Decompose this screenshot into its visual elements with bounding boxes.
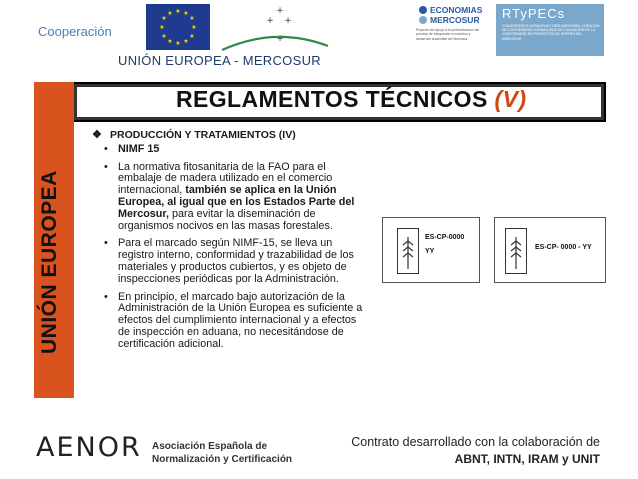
rtypecs-logo xyxy=(496,4,604,56)
slide-title-main: REGLAMENTOS TÉCNICOS xyxy=(176,86,488,112)
svg-text:★: ★ xyxy=(167,10,173,17)
list-item xyxy=(90,292,370,351)
svg-text:+: + xyxy=(266,16,274,26)
partners-line: UNIÓN EUROPEA - MERCOSUR xyxy=(118,53,321,68)
svg-text:+: + xyxy=(284,16,292,26)
cooperacion-label: Cooperación xyxy=(38,24,112,39)
bullet2-text-b: también se aplica en la Unión Europea, al igual que en los Estados Parte del Mercosur, xyxy=(118,184,355,220)
ecm-subtitle: Proyecto de apoyo a la profundización del proceso de integración económica y desarrollo sostenible del Mercosur xyxy=(416,28,480,41)
svg-text:★: ★ xyxy=(159,24,165,31)
sidebar-label: UNIÓN EUROPEA xyxy=(38,170,61,354)
bullet-dot-icon: • xyxy=(104,290,108,303)
list-item xyxy=(90,238,370,285)
svg-text:★: ★ xyxy=(183,38,189,45)
mark2-code: ES-CP- 0000 - YY xyxy=(535,244,592,251)
diamond-bullet-icon: ❖ xyxy=(92,129,102,141)
bullet4-text: En principio, el marcado bajo autorización de la Administración de la Unión Europea es suficiente a efectos del cumplimiento internacional y a efectos de inspección en aduana, no necesitándose de certificación adicional. xyxy=(118,290,363,350)
bullet-dot-icon: • xyxy=(104,237,108,250)
eu-flag-logo xyxy=(146,4,210,50)
aenor-desc-line2: Normalización y Certificación xyxy=(152,454,293,465)
mark1-year: YY xyxy=(425,248,435,255)
wheat-symbol-box xyxy=(397,228,419,274)
svg-text:★: ★ xyxy=(167,38,173,45)
svg-text:★: ★ xyxy=(175,8,181,15)
bullet-list xyxy=(90,144,370,351)
rtypecs-title: RTyPECs xyxy=(502,6,566,21)
ecm-line2: MERCOSUR xyxy=(430,15,480,25)
aenor-logo: AENOR xyxy=(36,432,142,463)
svg-text:★: ★ xyxy=(183,10,189,17)
wheat-icon xyxy=(506,229,526,273)
slide-title-suffix: (V) xyxy=(494,86,527,112)
svg-text:+: + xyxy=(276,6,284,16)
svg-text:+: + xyxy=(276,34,284,44)
svg-text:★: ★ xyxy=(191,24,197,31)
bullet-dot-icon: • xyxy=(104,160,108,173)
list-item xyxy=(90,162,370,233)
list-item xyxy=(90,144,370,156)
svg-text:★: ★ xyxy=(189,15,195,22)
contract-line2: ABNT, INTN, IRAM y UNIT xyxy=(454,452,600,466)
nimf15-mark-vertical xyxy=(382,217,480,283)
economias-mercosur-title xyxy=(430,5,482,25)
svg-text:★: ★ xyxy=(189,33,195,40)
section-heading-text: PRODUCCIÓN Y TRATAMIENTOS (IV) xyxy=(110,129,296,141)
svg-text:★: ★ xyxy=(161,33,167,40)
bullet2-text-a: La normativa fitosanitaria de la FAO para el embalaje de madera utilizado en el comercio internacional, xyxy=(118,160,333,197)
mark1-code: ES-CP-0000 xyxy=(425,234,465,241)
wheat-symbol-box xyxy=(505,228,527,274)
svg-text:★: ★ xyxy=(175,40,181,47)
wheat-icon xyxy=(398,229,418,273)
contract-line1: Contrato desarrollado con la colaboración de xyxy=(351,435,600,449)
bullet1-text: NIMF 15 xyxy=(118,142,160,155)
bullet2-text-c: para evitar la diseminación de organismos nocivos en las masas forestales. xyxy=(118,207,333,232)
svg-text:★: ★ xyxy=(161,15,167,22)
mercosur-arc-logo xyxy=(218,30,332,52)
bullet-dot-icon: • xyxy=(104,142,108,155)
bullet3-text: Para el marcado según NIMF-15, se lleva un registro interno, conformidad y trazabilidad de los materiales y productos cubiertos, y es objeto de inspecciones periódicas por la Administración. xyxy=(118,237,354,285)
nimf15-marks xyxy=(382,217,606,283)
slide-title xyxy=(176,86,526,113)
nimf15-mark-horizontal xyxy=(494,217,606,283)
aenor-description xyxy=(152,440,292,466)
rtypecs-subtitle: CONVERGENCIA NORMATIVA Y REGLAMENTARIA, CREACIÓN DE CONFORMIDAD NORMALIZADA DE EVALUACIÓN DE LA CONFORMIDAD EN PRODUCTOS DE INTERÉS DEL MERCOSUR xyxy=(502,24,600,41)
section-heading xyxy=(90,130,370,142)
ecm-line1: ECONOMIAS xyxy=(430,5,483,15)
aenor-desc-line1: Asociación Española de xyxy=(152,441,268,452)
slide-content xyxy=(90,130,370,357)
